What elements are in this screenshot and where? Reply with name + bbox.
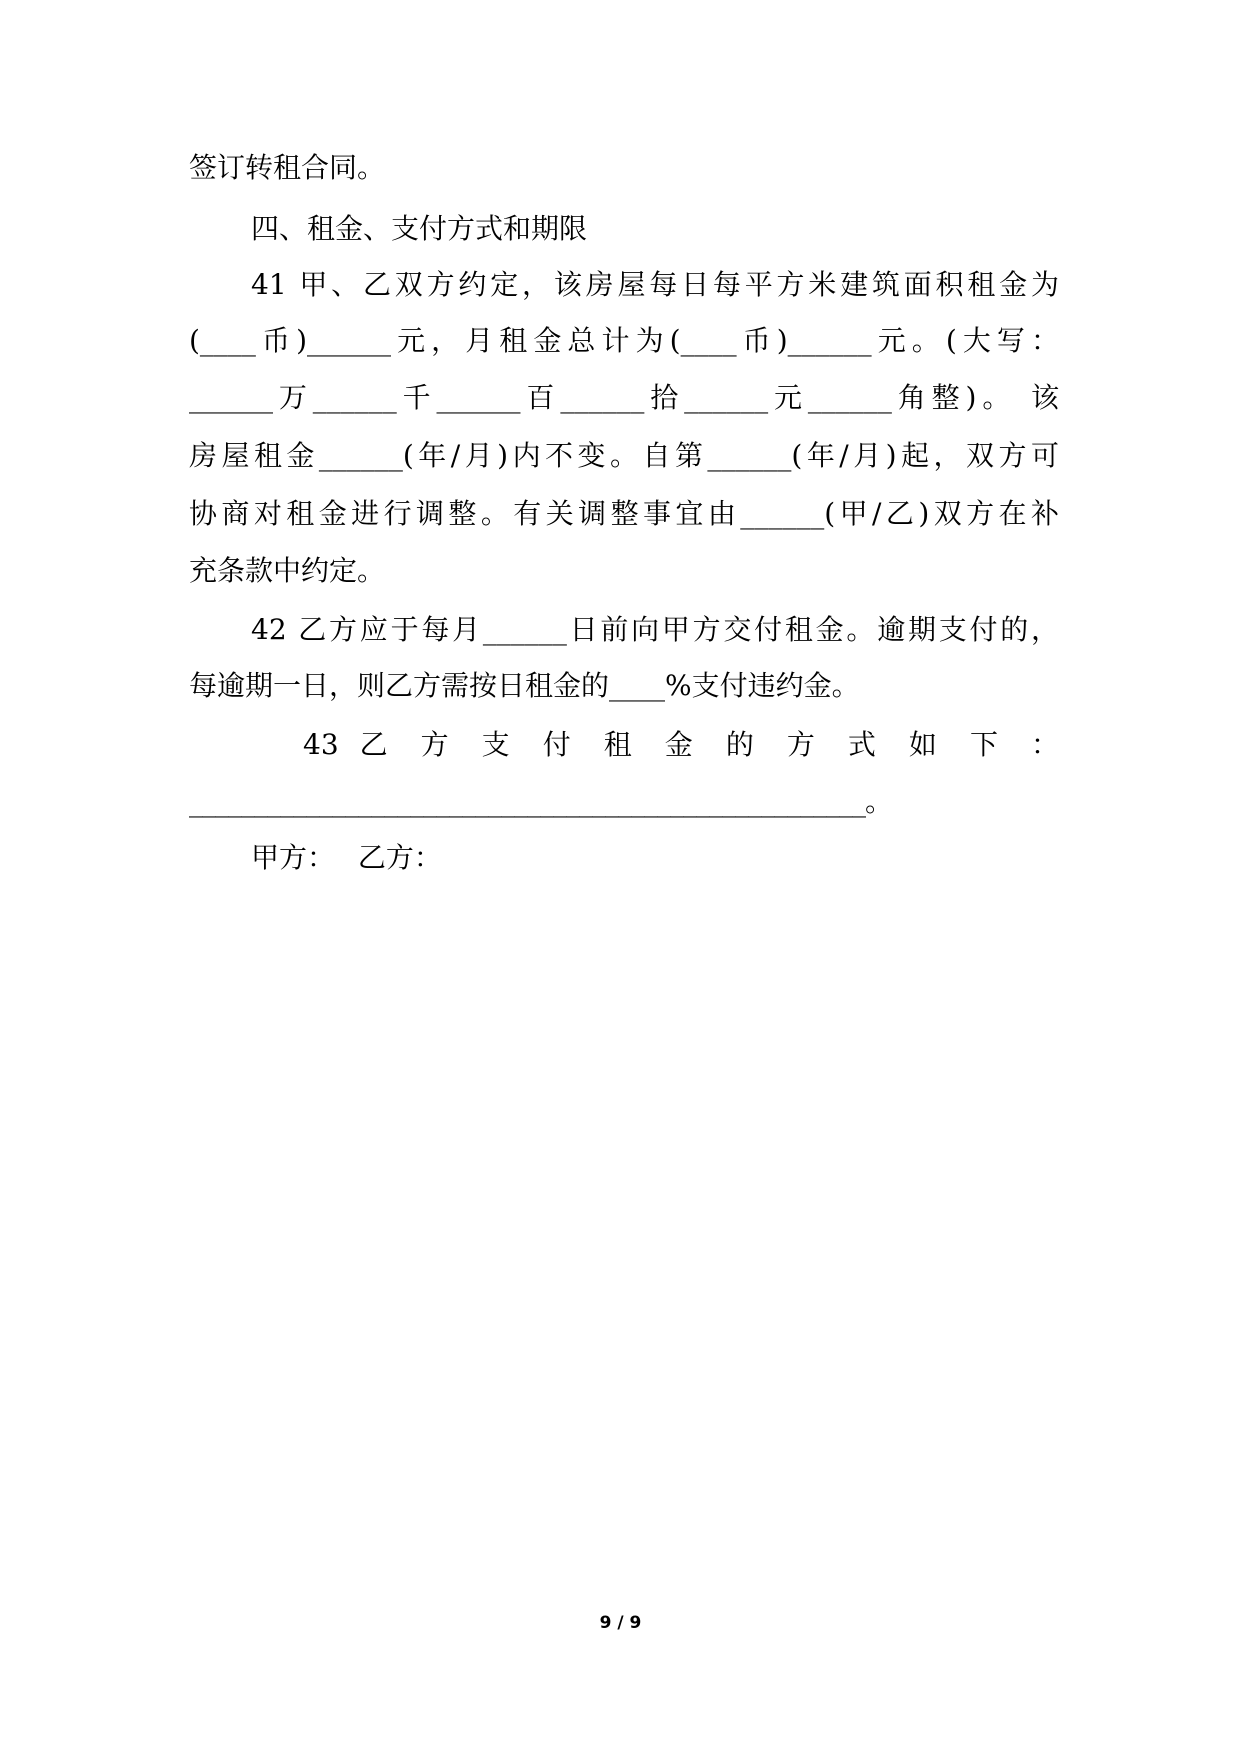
clause-42-line-1: 42 乙方应于每月______日前向甲方交付租金。逾期支付的， (251, 613, 1059, 646)
clause-43-line-1: 43 乙 方 支 付 租 金 的 方 式 如 下 ： (303, 728, 1059, 761)
clause-43-blank-line: ____________________________________________________。 (189, 785, 893, 818)
clause-41-line-1: 41 甲、乙双方约定，该房屋每日每平方米建筑面积租金为 (251, 268, 1059, 301)
clause-41-line-5: 协商对租金进行调整。有关调整事宜由______(甲/乙)双方在补 (189, 497, 1059, 530)
clause-41-line-2: (____币)______元，月租金总计为(____币)______元。(大写： (189, 324, 1059, 357)
section-heading: 四、租金、支付方式和期限 (251, 212, 588, 245)
clause-41-line-4: 房屋租金______(年/月)内不变。自第______(年/月)起，双方可 (189, 439, 1059, 472)
clause-41-line-3: ______万______千______百______拾______元______角整)。 该 (189, 381, 1059, 414)
clause-41-line-6: 充条款中约定。 (189, 554, 386, 587)
page-number: 9 / 9 (599, 1613, 642, 1633)
clause-42-line-2: 每逾期一日，则乙方需按日租金的____%支付违约金。 (189, 669, 860, 702)
signature-line: 甲方： 乙方： (251, 841, 442, 874)
paragraph-line: 签订转租合同。 (189, 151, 386, 184)
